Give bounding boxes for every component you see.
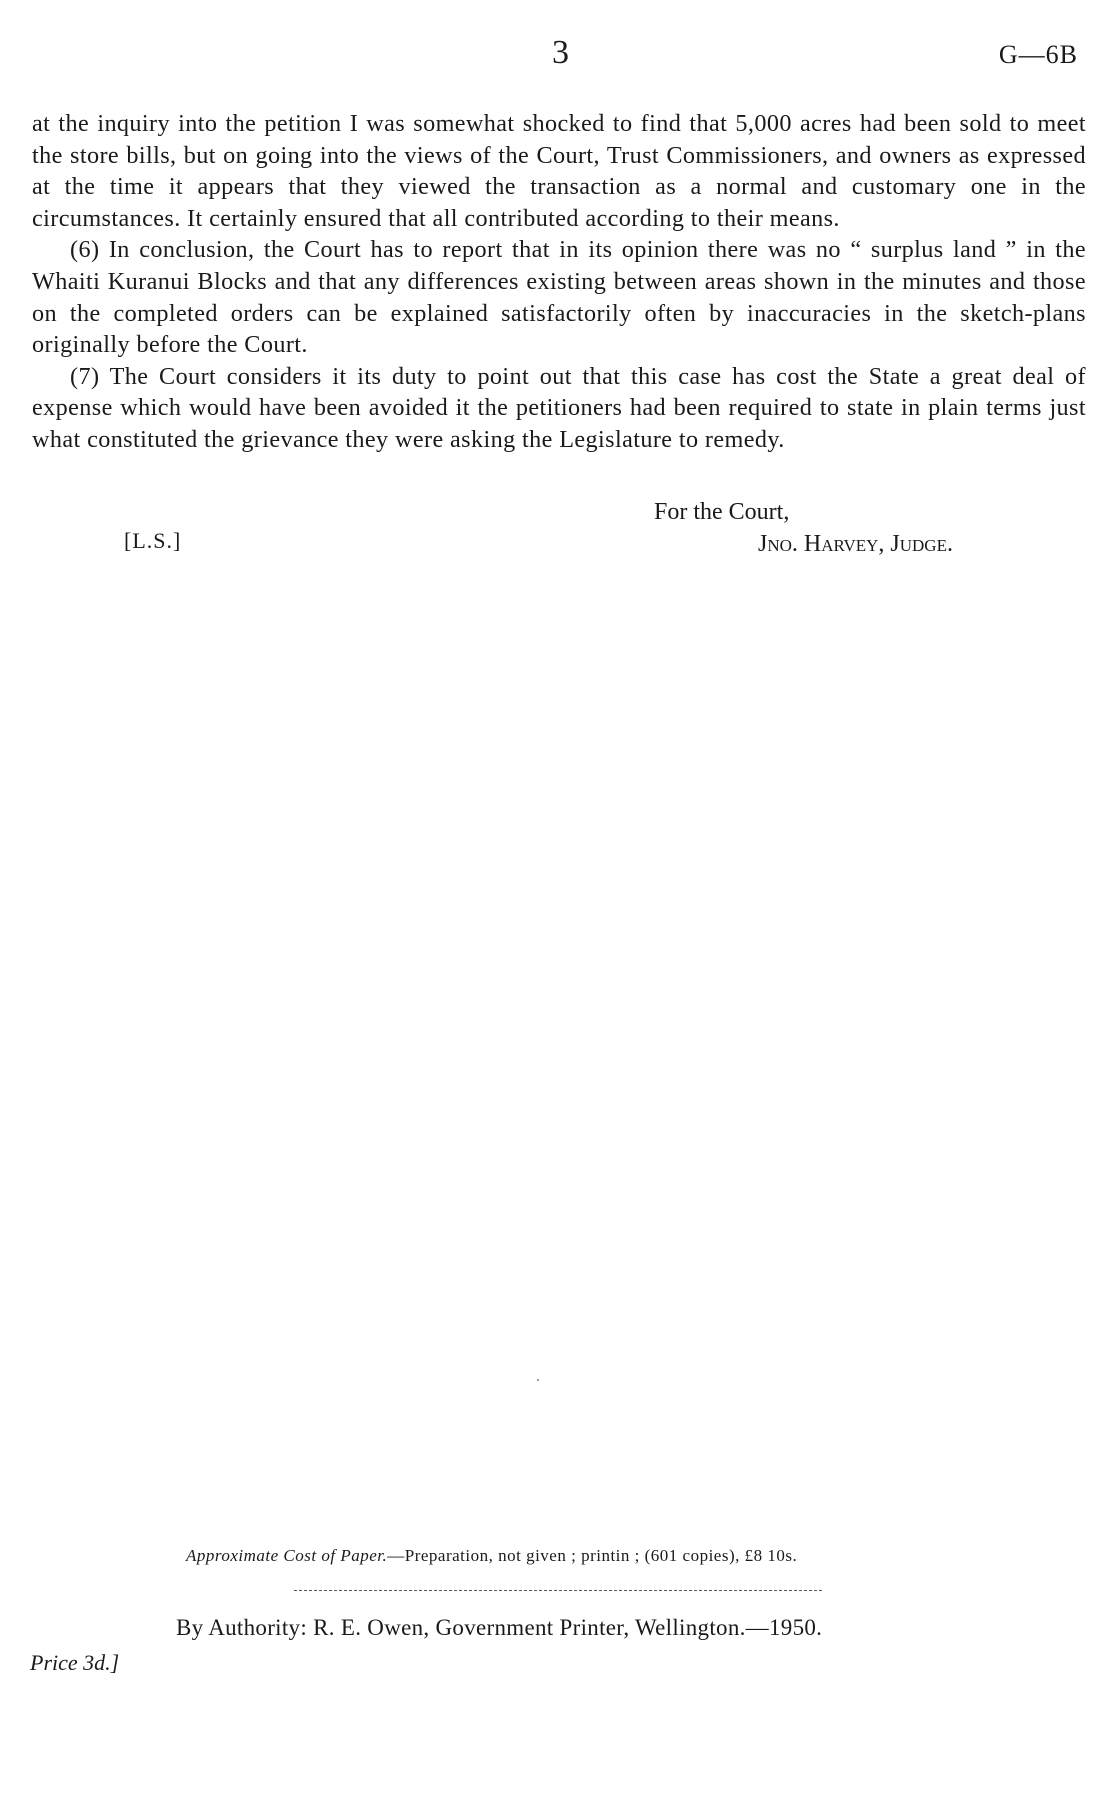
cost-label: Approximate Cost of Paper. xyxy=(186,1546,388,1565)
body-text xyxy=(32,108,1086,456)
paragraph-6: (6) In conclusion, the Court has to report that in its opinion there was no “ surplus land ” in the Whaiti Kuranui Blocks and that any differences existing between areas shown in the minutes and those on the completed orders can be explained satisfactorily often by inaccuracies in the sketch-plans originally before the Court. xyxy=(32,236,1086,359)
paragraph-7: (7) The Court considers it its duty to point out that this case has cost the State a great deal of expense which would have been avoided it the petitioners had been required to state in plain terms just what constituted the grievance they were asking the Legislature to remedy. xyxy=(32,362,1086,453)
stray-dot xyxy=(537,1379,539,1381)
authority-line: By Authority: R. E. Owen, Government Printer, Wellington.—1950. xyxy=(176,1615,823,1640)
signature-signer: Jno. Harvey, Judge. xyxy=(758,531,953,557)
paragraph-continuation: at the inquiry into the petition I was somewhat shocked to find that 5,000 acres had been sold to meet the store bills, but on going into the views of the Court, Trust Commissioners, and owners as expressed at the time it appears that they viewed the transaction as a normal and customary one in the circumstances. It certainly ensured that all contributed according to their means. xyxy=(32,110,1086,232)
seal-mark: [L.S.] xyxy=(124,528,182,553)
cost-text: —Preparation, not given ; printin ; (601 copies), £8 10s. xyxy=(387,1546,798,1565)
signature-for-line: For the Court, xyxy=(654,499,790,525)
signature-block xyxy=(654,496,953,560)
price-line: Price 3d.] xyxy=(30,1650,120,1675)
page-number: 3 xyxy=(552,34,569,71)
document-reference: G—6B xyxy=(998,40,1078,69)
footer-rule xyxy=(294,1590,822,1591)
cost-line xyxy=(186,1546,797,1566)
